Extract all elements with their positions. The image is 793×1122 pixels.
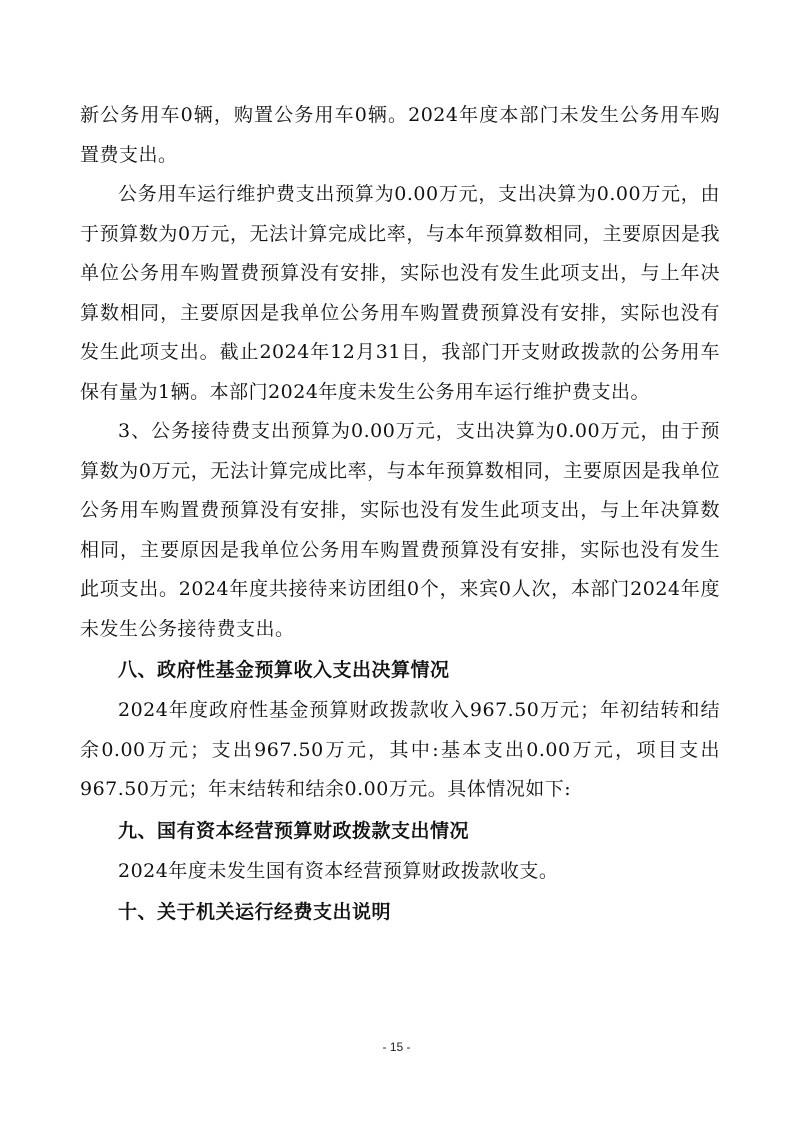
section-heading-10: 十、关于机关运行经费支出说明 (118, 901, 392, 923)
paragraph-government-fund: 2024年度政府性基金预算财政拨款收入967.50万元；年初结转和结余0.00万元；支出967.50万元，其中:基本支出0.00万元，项目支出967.50万元；年末结转和结余0.00万元。具体情况如下: (80, 699, 720, 800)
paragraph-vehicle-purchase: 新公务用车0辆，购置公务用车0辆。2024年度本部门未发生公务用车购置费支出。 (80, 104, 720, 166)
paragraph-vehicle-maintenance: 公务用车运行维护费支出预算为0.00万元，支出决算为0.00万元，由于预算数为0万元，无法计算完成比率，与本年预算数相同，主要原因是我单位公务用车购置费预算没有安排，实际也没有发生此项支出，与上年决算数相同，主要原因是我单位公务用车购置费预算没有安排，实际也没有发生此项支出。截止2024年12月31日，我部门开支财政拨款的公务用车保有量为1辆。本部门2024年度未发生公务用车运行维护费支出。 (80, 183, 720, 403)
paragraph-reception-expense: 3、公务接待费支出预算为0.00万元，支出决算为0.00万元，由于预算数为0万元，无法计算完成比率，与本年预算数相同，主要原因是我单位公务用车购置费预算没有安排，实际也没有发生此项支出，与上年决算数相同，主要原因是我单位公务用车购置费预算没有安排，实际也没有发生此项支出。2024年度共接待来访团组0个，来宾0人次，本部门2024年度未发生公务接待费支出。 (80, 420, 720, 640)
section-heading-9: 九、国有资本经营预算财政拨款支出情况 (118, 819, 470, 842)
paragraph-state-capital: 2024年度未发生国有资本经营预算财政拨款收支。 (118, 859, 559, 882)
section-heading-8: 八、政府性基金预算收入支出决算情况 (118, 659, 450, 681)
page-number: - 15 - (382, 1040, 411, 1054)
document-body (80, 96, 720, 933)
